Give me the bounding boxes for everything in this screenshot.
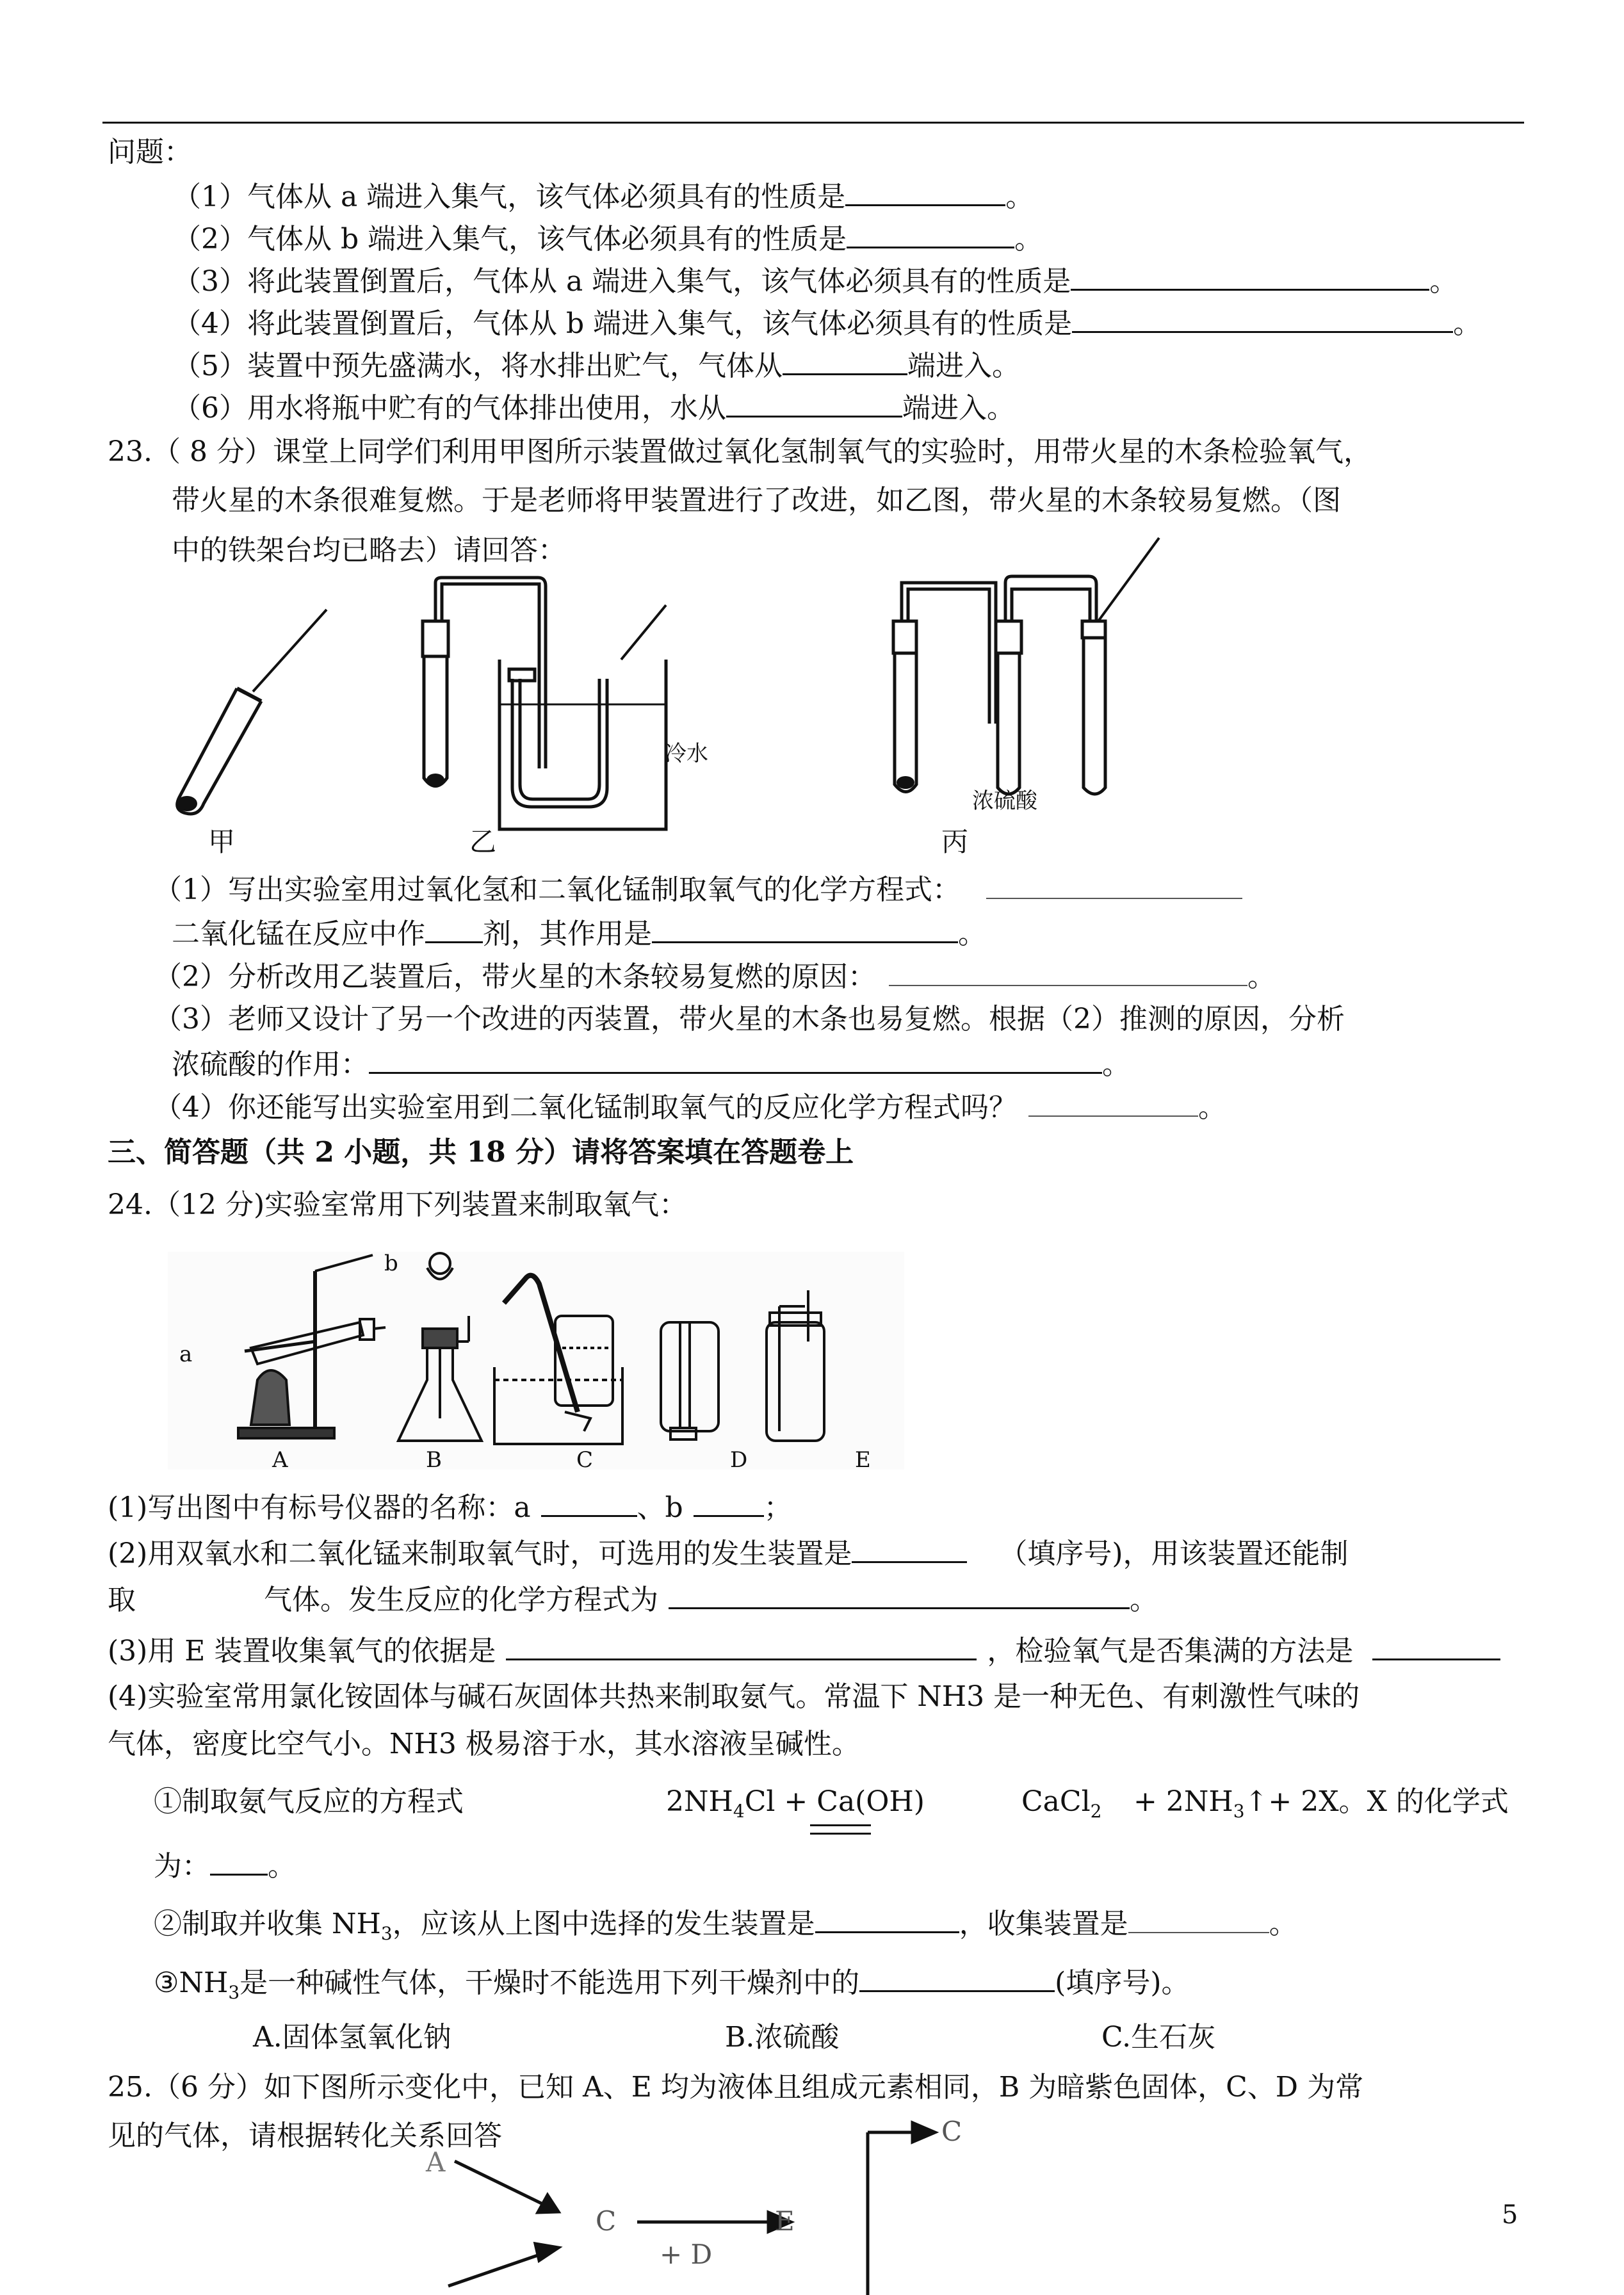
q24-s1: (1)写出图中有标号仪器的名称：a 、b ； <box>108 1487 792 1527</box>
q23-line-3: 中的铁架台均已略去）请回答： <box>172 534 566 567</box>
label-cold-water: 冷水 <box>665 741 708 766</box>
answer-blank[interactable] <box>506 1630 977 1660</box>
label-C1: C <box>596 2205 617 2237</box>
q23-sub-1a: （1）写出实验室用过氧化氢和二氧化锰制取氧气的化学方程式： <box>154 870 1242 909</box>
label-a: a <box>179 1342 193 1367</box>
q24-c3: $③NH_3$是一种碱性气体，干燥时不能选用下列干燥剂中的 (填序号)。 <box>154 1962 1190 2012</box>
q23-sub-4: （4）你还能写出实验室用到二氧化锰制取氧气的反应化学方程式吗？ 。 <box>154 1087 1226 1127</box>
answer-blank[interactable] <box>1072 303 1453 333</box>
answer-blank[interactable] <box>845 176 1005 206</box>
q24-option-a: A.固体氢氧化钠 <box>253 2021 451 2054</box>
answer-blank[interactable] <box>1071 261 1429 291</box>
label-B: B <box>426 1447 442 1473</box>
section-heading: 三、简答题（共 2 小题，共 18 分）请将答案填在答题卷上 <box>108 1136 854 1169</box>
q24-option-c: C.生石灰 <box>1101 2021 1216 2054</box>
label-E: E <box>775 2205 795 2237</box>
q22-item-6: （6）用水将瓶中贮有的气体排出使用，水从 端进入。 <box>173 387 1015 428</box>
answer-blank[interactable] <box>669 1579 1130 1609</box>
q24-s4a: (4)实验室常用氯化铵固体与碱石灰固体共热来制取氨气。常温下 NH3 是一种无色、有刺激性气味的 <box>108 1680 1360 1713</box>
q22-item-4: （4）将此装置倒置后，气体从 b 端进入集气，该气体必须具有的性质是 。 <box>173 303 1481 343</box>
q24-s3: (3)用 E 装置收集氧气的依据是 ，检验氧气是否集满的方法是 <box>108 1630 1500 1671</box>
answer-blank[interactable] <box>425 913 483 943</box>
label-yi: 乙 <box>469 826 497 857</box>
label-E: E <box>855 1447 871 1473</box>
answer-blank[interactable] <box>1028 1087 1198 1117</box>
q23-sub-2: （2）分析改用乙装置后，带火星的木条较易复燃的原因： 。 <box>154 957 1276 996</box>
q24-s2a: (2)用双氧水和二氧化锰来制取氧气时，可选用的发生装置是 （填序号)，用该装置还能制 <box>108 1533 1349 1573</box>
answer-blank[interactable] <box>369 1044 1102 1074</box>
label-C2: C <box>941 2116 962 2147</box>
q22-item-2: （2）气体从 b 端进入集气，该气体必须具有的性质是 。 <box>173 218 1043 259</box>
answer-blank[interactable] <box>986 870 1242 899</box>
q24-s4b: 气体，密度比空气小。NH3 极易溶于水，其水溶液呈碱性。 <box>108 1728 860 1760</box>
label-A: A <box>426 2146 446 2178</box>
apparatus-yi <box>423 578 666 829</box>
answer-blank[interactable] <box>852 1533 967 1563</box>
q24-c1b: 为： 。 <box>154 1845 296 1886</box>
q23-line-2: 带火星的木条很难复燃。于是老师将甲装置进行了改进，如乙图，带火星的木条较易复燃。（图 <box>172 484 1341 517</box>
answer-blank[interactable] <box>815 1903 959 1933</box>
q23-sub-1b: 二氧化锰在反应中作 剂，其作用是 。 <box>172 913 986 953</box>
q25-line-1: 25.（6 分）如下图所示变化中，已知 A、E 均为液体且组成元素相同，B 为暗紫色固体，C、D 为常 <box>108 2071 1364 2104</box>
q24-c1-eq-left: $2NH_4Cl + Ca(OH)$ <box>666 1785 925 1822</box>
label-bing: 丙 <box>941 826 969 857</box>
q22-item-5: （5）装置中预先盛满水，将水排出贮气，气体从 端进入。 <box>173 345 1020 385</box>
apparatus-bing <box>893 538 1159 794</box>
answer-blank[interactable] <box>694 1487 764 1517</box>
q23-line-1: 23.（ 8 分）课堂上同学们利用甲图所示装置做过氧化氢制氧气的实验时，用带火星的木条检验氧气， <box>108 435 1372 468</box>
q22-item-1: （1）气体从 a 端进入集气，该气体必须具有的性质是 。 <box>173 176 1034 216</box>
q24-c1-eq-right2: + $2NH_3↑+ 2X$。X 的化学式 <box>1133 1785 1509 1822</box>
q24-option-b: B.浓硫酸 <box>725 2021 840 2054</box>
q24-apparatus-figure <box>168 1252 904 1470</box>
label-C: C <box>576 1447 594 1473</box>
q24-s2b: 取 气体。发生反应的化学方程式为 。 <box>108 1579 1158 1619</box>
label-A: A <box>272 1447 288 1473</box>
q24-c1: ①制取氨气反应的方程式 <box>154 1785 464 1818</box>
label-b: b <box>384 1251 398 1276</box>
q23-sub-3b: 浓硫酸的作用： 。 <box>172 1044 1130 1084</box>
answer-blank[interactable] <box>783 345 907 375</box>
answer-blank[interactable] <box>847 218 1014 248</box>
q22-intro: 问题： <box>108 136 192 168</box>
q23-apparatus-figure <box>141 531 1230 839</box>
answer-blank[interactable] <box>1372 1630 1500 1660</box>
answer-blank[interactable] <box>652 913 958 943</box>
header-rule <box>102 122 1524 124</box>
label-jia: 甲 <box>208 826 236 857</box>
answer-blank[interactable] <box>726 387 902 418</box>
q24-c2: ②制取并收集 $NH_3$，应该从上图中选择的发生装置是 ，收集装置是 。 <box>154 1903 1297 1953</box>
q22-item-3: （3）将此装置倒置后，气体从 a 端进入集气，该气体必须具有的性质是 。 <box>173 261 1458 301</box>
q25-line-2: 见的气体，请根据转化关系回答 <box>108 2120 502 2152</box>
answer-blank[interactable] <box>1128 1904 1269 1933</box>
label-conc-acid: 浓硫酸 <box>972 788 1037 814</box>
answer-blank[interactable] <box>541 1487 637 1517</box>
label-plus-D: + D <box>660 2239 713 2270</box>
page-number: 5 <box>1502 2200 1518 2230</box>
q24-title: 24.（12 分)实验室常用下列装置来制取氧气： <box>108 1188 688 1221</box>
test-tube-jia <box>177 610 327 814</box>
answer-blank[interactable] <box>210 1845 268 1876</box>
q23-sub-3a: （3）老师又设计了另一个改进的丙装置，带火星的木条也易复燃。根据（2）推测的原因，分析 <box>154 1003 1345 1035</box>
equation-double-line <box>810 1824 871 1835</box>
answer-blank[interactable] <box>859 1962 1055 1992</box>
q24-c1-eq-right: CaCl$_2$ <box>1021 1785 1102 1822</box>
answer-blank[interactable] <box>889 957 1247 986</box>
label-D: D <box>730 1447 748 1473</box>
